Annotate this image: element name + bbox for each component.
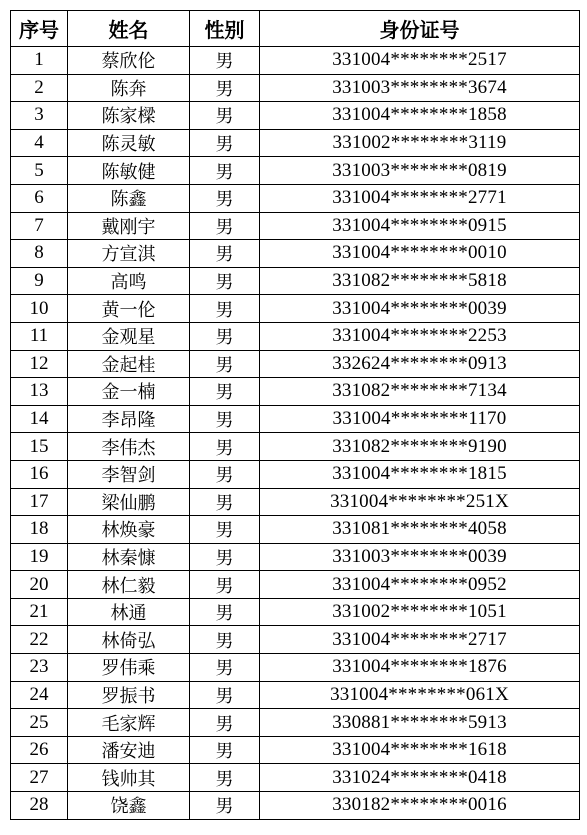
cell-id-number: 331004********1876 (260, 654, 580, 682)
cell-id-number: 331004********0952 (260, 571, 580, 599)
cell-seq: 11 (11, 322, 68, 350)
cell-id-number: 331082********9190 (260, 433, 580, 461)
cell-id-number: 330182********0016 (260, 792, 580, 820)
cell-seq: 15 (11, 433, 68, 461)
cell-gender: 男 (190, 405, 260, 433)
cell-gender: 男 (190, 460, 260, 488)
cell-gender: 男 (190, 322, 260, 350)
cell-gender: 男 (190, 571, 260, 599)
cell-id-number: 331003********3674 (260, 74, 580, 102)
cell-seq: 1 (11, 47, 68, 75)
table-row (11, 433, 580, 461)
cell-gender: 男 (190, 240, 260, 268)
cell-seq: 2 (11, 74, 68, 102)
cell-name: 蔡欣伦 (68, 47, 190, 75)
cell-id-number: 331004********2517 (260, 47, 580, 75)
table-row (11, 157, 580, 185)
cell-name: 方宣淇 (68, 240, 190, 268)
cell-seq: 7 (11, 212, 68, 240)
table-row (11, 626, 580, 654)
cell-seq: 22 (11, 626, 68, 654)
cell-id-number: 331004********1858 (260, 102, 580, 130)
cell-name: 林倚弘 (68, 626, 190, 654)
cell-seq: 24 (11, 681, 68, 709)
cell-seq: 6 (11, 184, 68, 212)
cell-gender: 男 (190, 709, 260, 737)
cell-gender: 男 (190, 267, 260, 295)
cell-name: 罗伟乘 (68, 654, 190, 682)
table-row (11, 571, 580, 599)
cell-gender: 男 (190, 681, 260, 709)
cell-seq: 14 (11, 405, 68, 433)
cell-gender: 男 (190, 626, 260, 654)
cell-name: 高鸣 (68, 267, 190, 295)
table-row (11, 212, 580, 240)
table-row (11, 516, 580, 544)
table-row (11, 736, 580, 764)
cell-gender: 男 (190, 736, 260, 764)
cell-name: 金起桂 (68, 350, 190, 378)
cell-name: 饶鑫 (68, 792, 190, 820)
cell-name: 钱帅其 (68, 764, 190, 792)
cell-id-number: 331002********1051 (260, 598, 580, 626)
cell-name: 陈敏健 (68, 157, 190, 185)
cell-seq: 28 (11, 792, 68, 820)
cell-seq: 16 (11, 460, 68, 488)
table-row (11, 47, 580, 75)
cell-seq: 5 (11, 157, 68, 185)
cell-gender: 男 (190, 74, 260, 102)
cell-name: 黄一伦 (68, 295, 190, 323)
table-row (11, 184, 580, 212)
cell-id-number: 331002********3119 (260, 129, 580, 157)
table-header-row (11, 11, 580, 47)
cell-seq: 26 (11, 736, 68, 764)
table-row (11, 543, 580, 571)
cell-name: 罗振书 (68, 681, 190, 709)
student-id-table (10, 10, 580, 820)
cell-id-number: 331004********1815 (260, 460, 580, 488)
cell-seq: 12 (11, 350, 68, 378)
cell-name: 陈灵敏 (68, 129, 190, 157)
table-row (11, 405, 580, 433)
table-row (11, 681, 580, 709)
table-row (11, 295, 580, 323)
cell-name: 陈鑫 (68, 184, 190, 212)
cell-id-number: 332624********0913 (260, 350, 580, 378)
cell-id-number: 331004********0039 (260, 295, 580, 323)
table-row (11, 322, 580, 350)
header-id-number: 身份证号 (260, 11, 580, 47)
cell-seq: 19 (11, 543, 68, 571)
table-row (11, 488, 580, 516)
table-body (11, 47, 580, 820)
cell-id-number: 330881********5913 (260, 709, 580, 737)
cell-seq: 17 (11, 488, 68, 516)
cell-seq: 21 (11, 598, 68, 626)
cell-gender: 男 (190, 295, 260, 323)
cell-seq: 13 (11, 378, 68, 406)
cell-seq: 18 (11, 516, 68, 544)
cell-seq: 8 (11, 240, 68, 268)
cell-seq: 4 (11, 129, 68, 157)
cell-gender: 男 (190, 516, 260, 544)
cell-gender: 男 (190, 47, 260, 75)
table-row (11, 792, 580, 820)
cell-id-number: 331004********2771 (260, 184, 580, 212)
cell-seq: 3 (11, 102, 68, 130)
cell-gender: 男 (190, 654, 260, 682)
cell-name: 陈奔 (68, 74, 190, 102)
cell-gender: 男 (190, 433, 260, 461)
cell-name: 潘安迪 (68, 736, 190, 764)
cell-name: 林仁毅 (68, 571, 190, 599)
cell-seq: 20 (11, 571, 68, 599)
header-seq: 序号 (11, 11, 68, 47)
cell-id-number: 331004********2253 (260, 322, 580, 350)
cell-gender: 男 (190, 157, 260, 185)
cell-id-number: 331004********0915 (260, 212, 580, 240)
cell-seq: 23 (11, 654, 68, 682)
table-row (11, 240, 580, 268)
table-row (11, 378, 580, 406)
cell-gender: 男 (190, 378, 260, 406)
cell-id-number: 331004********0010 (260, 240, 580, 268)
cell-id-number: 331004********1170 (260, 405, 580, 433)
cell-name: 李智剑 (68, 460, 190, 488)
cell-id-number: 331004********251X (260, 488, 580, 516)
table-row (11, 598, 580, 626)
cell-id-number: 331003********0039 (260, 543, 580, 571)
header-name: 姓名 (68, 11, 190, 47)
table-row (11, 654, 580, 682)
cell-name: 林通 (68, 598, 190, 626)
cell-name: 林秦慷 (68, 543, 190, 571)
cell-id-number: 331082********7134 (260, 378, 580, 406)
cell-gender: 男 (190, 792, 260, 820)
cell-name: 金一楠 (68, 378, 190, 406)
cell-name: 陈家樑 (68, 102, 190, 130)
table-row (11, 460, 580, 488)
cell-gender: 男 (190, 488, 260, 516)
cell-name: 戴刚宇 (68, 212, 190, 240)
header-gender: 性别 (190, 11, 260, 47)
cell-name: 金观星 (68, 322, 190, 350)
cell-id-number: 331003********0819 (260, 157, 580, 185)
table-row (11, 102, 580, 130)
table-row (11, 267, 580, 295)
cell-gender: 男 (190, 129, 260, 157)
cell-gender: 男 (190, 184, 260, 212)
cell-name: 毛家辉 (68, 709, 190, 737)
cell-gender: 男 (190, 350, 260, 378)
cell-name: 李伟杰 (68, 433, 190, 461)
cell-gender: 男 (190, 764, 260, 792)
cell-name: 李昂隆 (68, 405, 190, 433)
cell-seq: 10 (11, 295, 68, 323)
cell-id-number: 331024********0418 (260, 764, 580, 792)
cell-gender: 男 (190, 543, 260, 571)
cell-id-number: 331081********4058 (260, 516, 580, 544)
cell-name: 梁仙鹏 (68, 488, 190, 516)
cell-id-number: 331004********1618 (260, 736, 580, 764)
cell-seq: 9 (11, 267, 68, 295)
cell-id-number: 331004********061X (260, 681, 580, 709)
table-row (11, 709, 580, 737)
cell-name: 林焕豪 (68, 516, 190, 544)
cell-seq: 27 (11, 764, 68, 792)
cell-gender: 男 (190, 598, 260, 626)
cell-gender: 男 (190, 212, 260, 240)
table-row (11, 764, 580, 792)
table-row (11, 74, 580, 102)
cell-id-number: 331082********5818 (260, 267, 580, 295)
cell-seq: 25 (11, 709, 68, 737)
table-row (11, 350, 580, 378)
table-row (11, 129, 580, 157)
cell-gender: 男 (190, 102, 260, 130)
cell-id-number: 331004********2717 (260, 626, 580, 654)
